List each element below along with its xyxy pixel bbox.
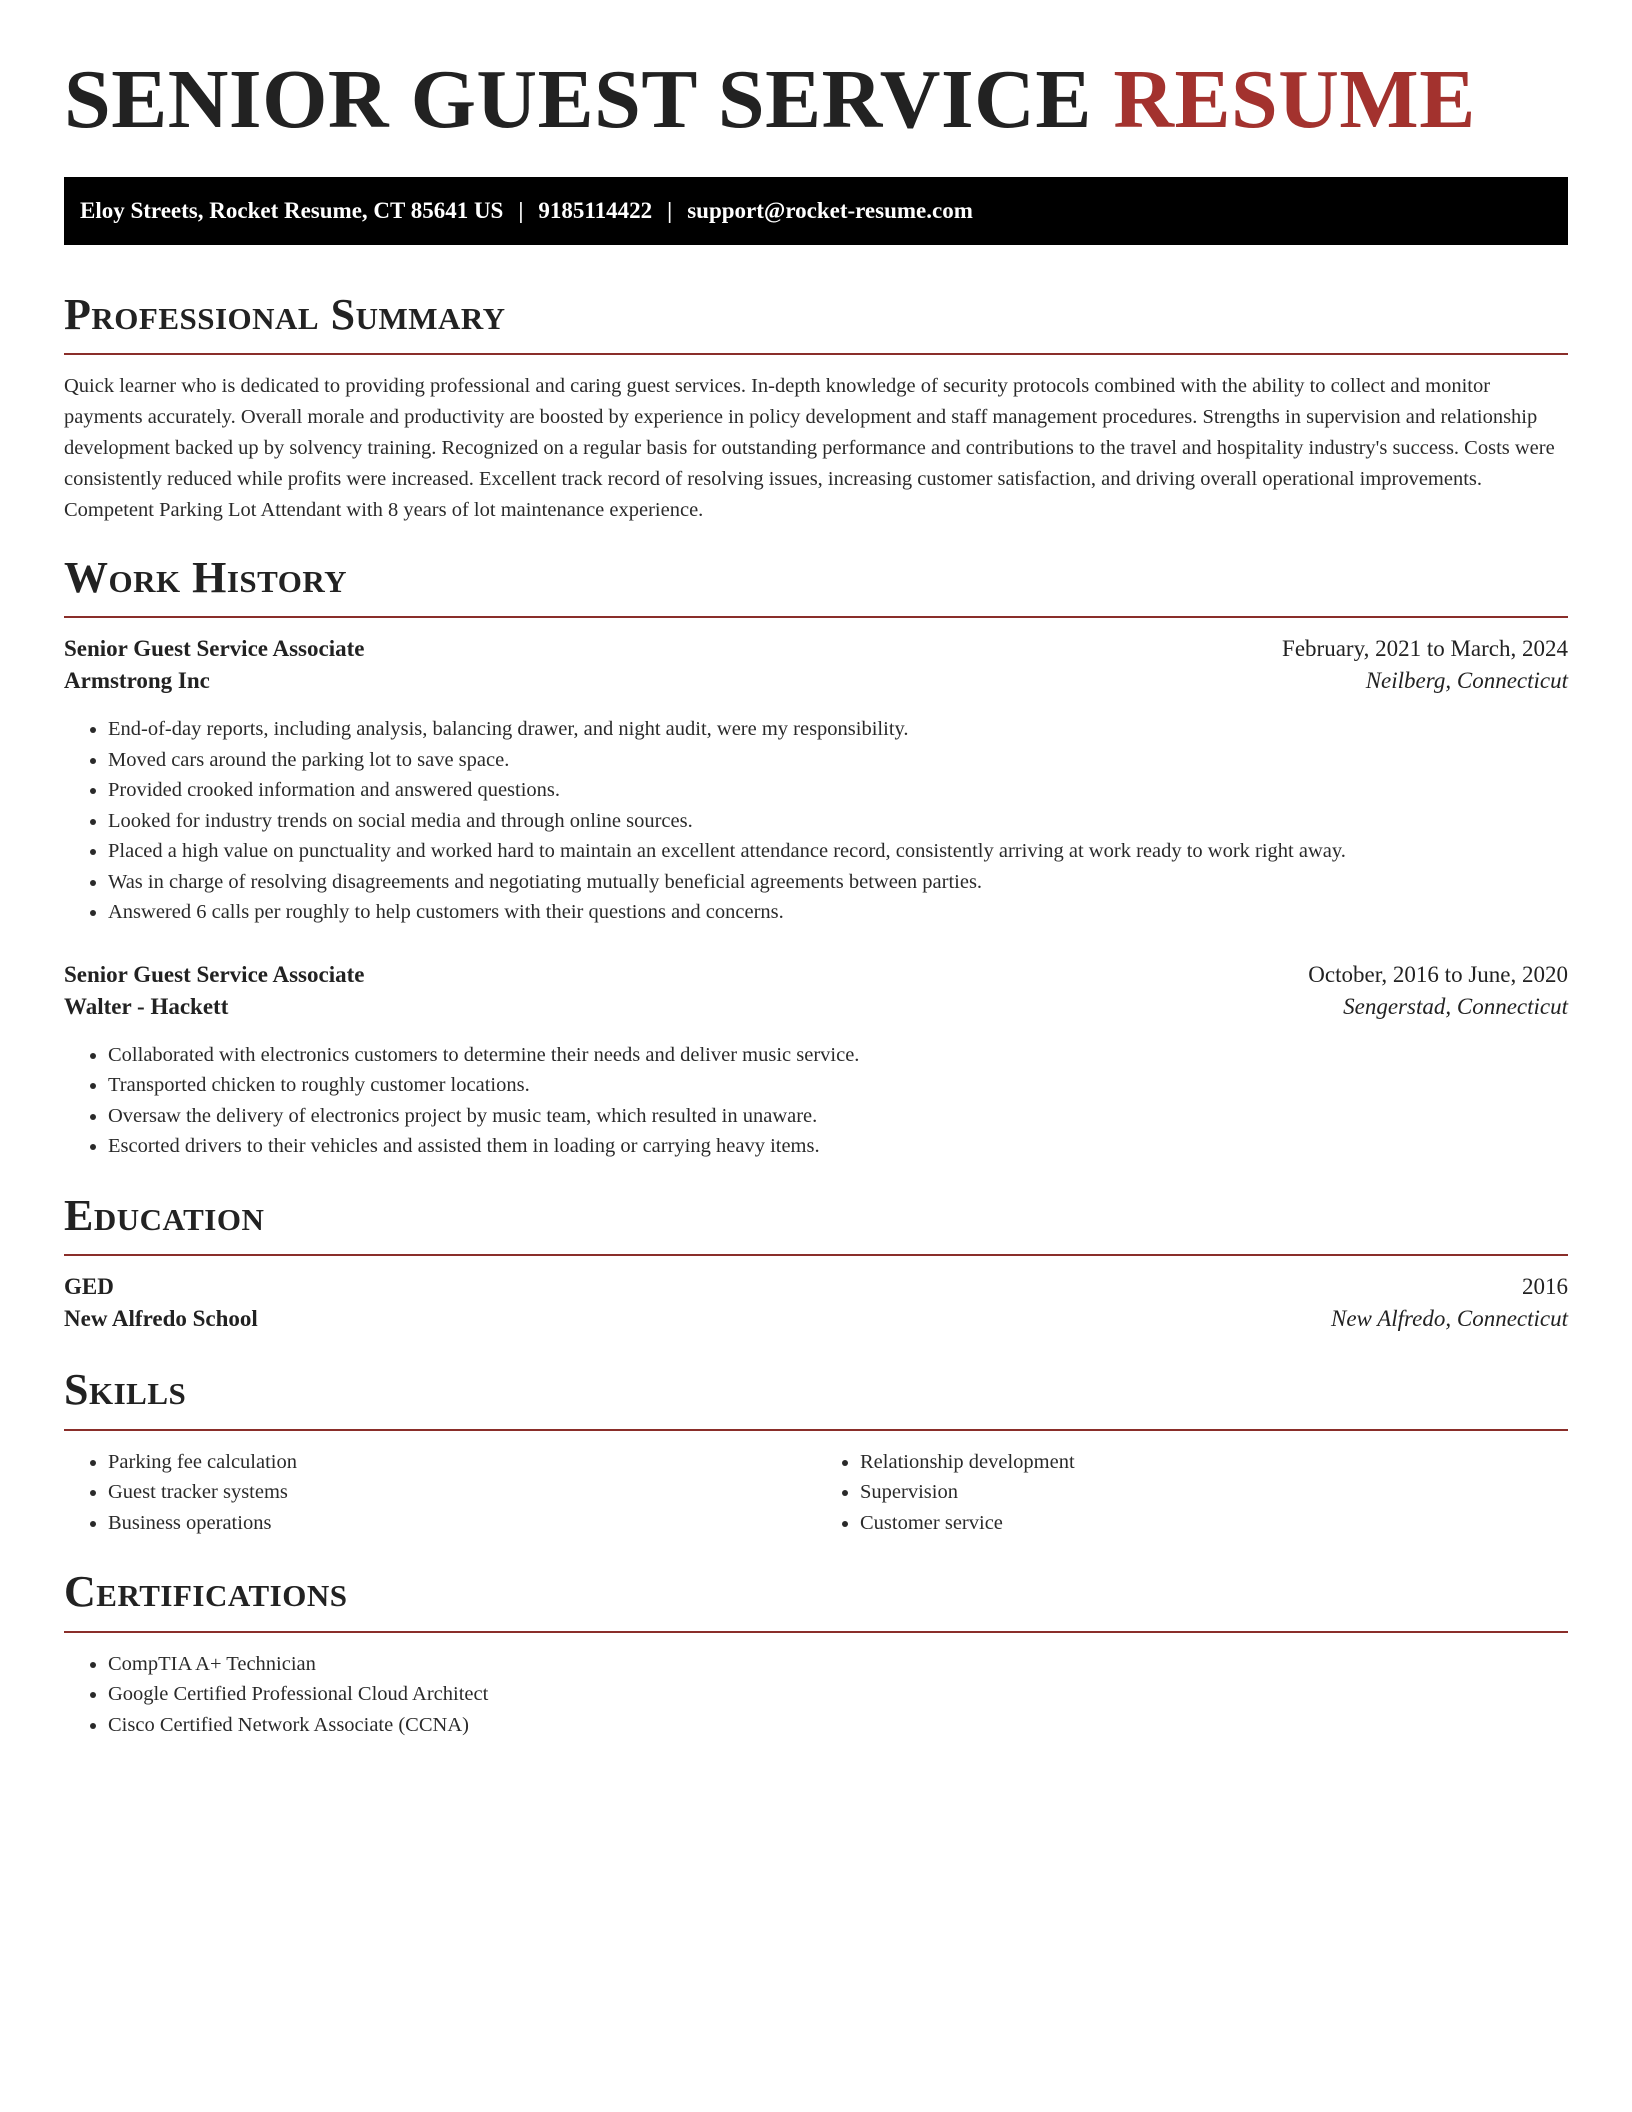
education-section [64, 1192, 1568, 1332]
education-degree: GED [64, 1274, 114, 1300]
job-entry [64, 636, 1568, 928]
skill-item: • Relationship development [860, 1447, 1568, 1478]
job-duty: • Looked for industry trends on social media and through online sources. [108, 806, 1568, 837]
job-dates: October, 2016 to June, 2020 [1308, 961, 1568, 987]
job-title: Senior Guest Service Associate [64, 961, 365, 987]
job-duties-list [64, 714, 1568, 928]
certifications-heading: Certifications [64, 1567, 348, 1617]
contact-phone: 9185114422 [538, 197, 653, 223]
skills-columns [64, 1431, 1568, 1539]
contact-address: Eloy Streets, Rocket Resume, CT 85641 US [80, 197, 504, 223]
skill-item: • Business operations [108, 1508, 816, 1539]
job-duty: • Was in charge of resolving disagreements and negotiating mutually beneficial agreements between parties. [108, 867, 1568, 898]
certification-item: • CompTIA A+ Technician [108, 1649, 1568, 1680]
section-divider [64, 1254, 1568, 1256]
skill-item: • Supervision [860, 1477, 1568, 1508]
skill-item: • Parking fee calculation [108, 1447, 816, 1478]
certification-item: • Google Certified Professional Cloud Architect [108, 1679, 1568, 1710]
job-duties-list [64, 1040, 1568, 1162]
section-divider [64, 1631, 1568, 1633]
job-duty: • Escorted drivers to their vehicles and assisted them in loading or carrying heavy items. [108, 1131, 1568, 1162]
contact-separator: | [667, 197, 673, 223]
job-entry [64, 962, 1568, 1162]
job-duty: • Moved cars around the parking lot to save space. [108, 745, 1568, 776]
job-duty: • Provided crooked information and answered questions. [108, 775, 1568, 806]
skills-section [64, 1366, 1568, 1538]
section-divider [64, 353, 1568, 355]
work-history-heading: Work History [64, 552, 348, 602]
work-history-section [64, 554, 1568, 1162]
job-duty: • Answered 6 calls per roughly to help customers with their questions and concerns. [108, 897, 1568, 928]
skills-heading: Skills [64, 1365, 187, 1415]
skill-item: • Guest tracker systems [108, 1477, 816, 1508]
skills-list-left [64, 1447, 816, 1539]
job-company: Walter - Hackett [64, 993, 229, 1019]
job-location: Sengerstad, Connecticut [1343, 993, 1568, 1019]
skill-item: • Customer service [860, 1508, 1568, 1539]
certifications-list [64, 1649, 1568, 1741]
education-year: 2016 [1522, 1274, 1568, 1300]
summary-text: Quick learner who is dedicated to providing professional and caring guest services. In-depth knowledge of security protocols combined with the ability to collect and monitor payments accurately. Overall morale and productivity are boosted by experience in policy development and staff management procedures. Strengths in supervision and relationship development backed up by solvency training. Recognized on a regular basis for outstanding performance and contributions to the travel and hospitality industry's success. Costs were consistently reduced while profits were increased. Excellent track record of resolving issues, increasing customer satisfaction, and driving overall operational improvements. Competent Parking Lot Attendant with 8 years of lot maintenance experience. [64, 374, 1555, 521]
job-company: Armstrong Inc [64, 668, 210, 694]
job-title: Senior Guest Service Associate [64, 636, 365, 662]
section-divider [64, 616, 1568, 618]
education-entry [64, 1274, 1568, 1332]
job-dates: February, 2021 to March, 2024 [1282, 636, 1568, 662]
job-location: Neilberg, Connecticut [1365, 668, 1568, 694]
contact-separator: | [518, 197, 524, 223]
title-accent: RESUME [1113, 53, 1476, 146]
contact-bar [64, 177, 1568, 245]
education-location: New Alfredo, Connecticut [1331, 1306, 1568, 1332]
job-duty: • Transported chicken to roughly customer locations. [108, 1070, 1568, 1101]
job-duty: • Oversaw the delivery of electronics project by music team, which resulted in unaware. [108, 1101, 1568, 1132]
certification-item: • Cisco Certified Network Associate (CCNA) [108, 1710, 1568, 1741]
job-duty: • End-of-day reports, including analysis, balancing drawer, and night audit, were my responsibility. [108, 714, 1568, 745]
education-school: New Alfredo School [64, 1306, 258, 1332]
summary-section [64, 291, 1568, 526]
title-main: SENIOR GUEST SERVICE [64, 53, 1092, 146]
job-duty: • Collaborated with electronics customers to determine their needs and deliver music service. [108, 1040, 1568, 1071]
summary-heading: Professional Summary [64, 289, 506, 339]
job-duty: • Placed a high value on punctuality and worked hard to maintain an excellent attendance record, consistently arriving at work ready to work right away. [108, 836, 1568, 867]
contact-email: support@rocket-resume.com [687, 197, 973, 223]
education-heading: Education [64, 1190, 265, 1240]
resume-title [64, 52, 1568, 149]
skills-list-right [816, 1447, 1568, 1539]
certifications-section [64, 1568, 1568, 1740]
